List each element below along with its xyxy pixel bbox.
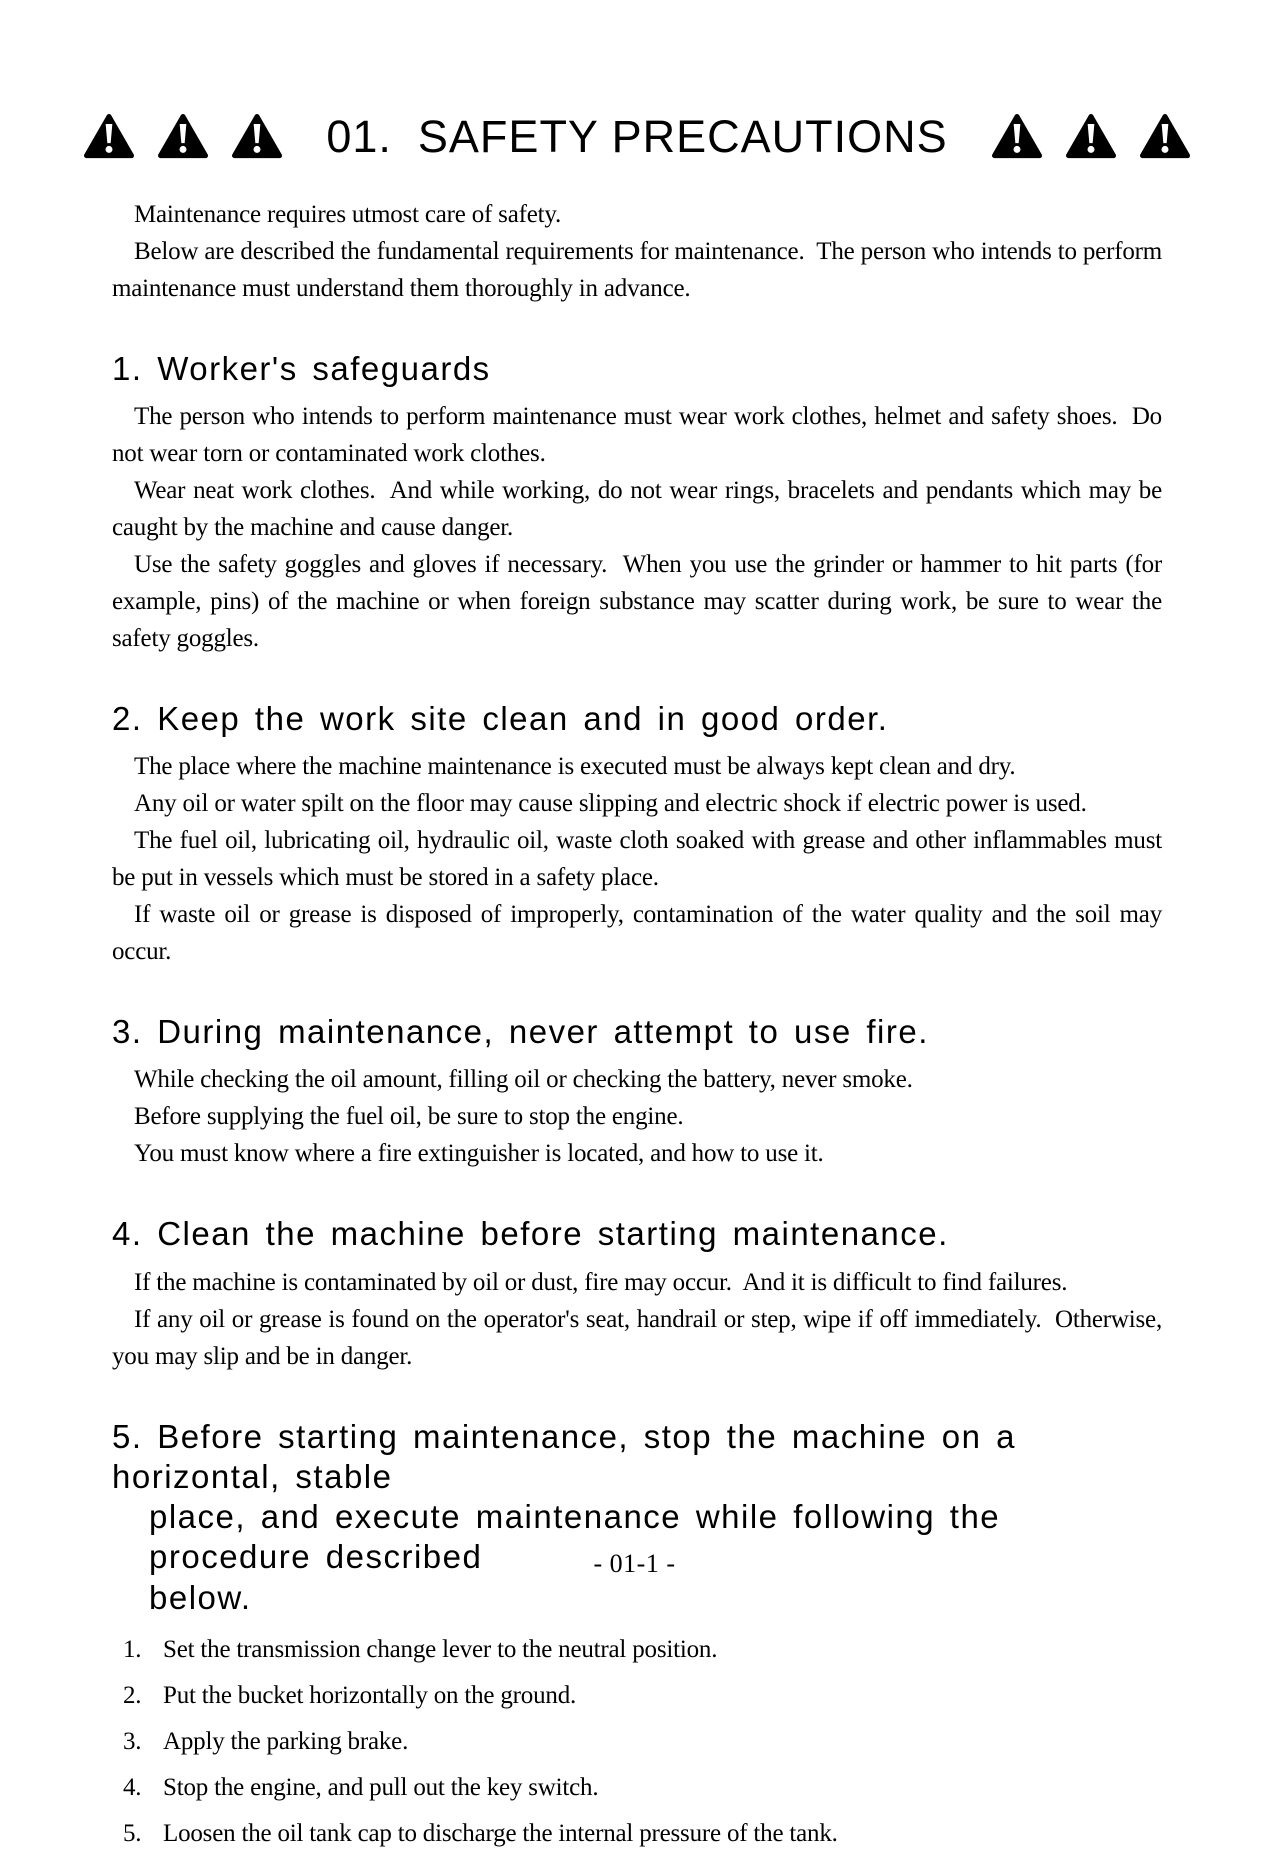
section-heading: 1. Worker's safeguards bbox=[112, 349, 491, 387]
page-title-number: 01. bbox=[326, 111, 392, 162]
procedure-step bbox=[112, 1811, 1162, 1857]
section-paragraph: If the machine is contaminated by oil or dust, fire may occur. And it is difficult to find failures. bbox=[134, 1268, 1068, 1296]
section-paragraph: Any oil or water spilt on the floor may cause slipping and electric shock if electric power is used. bbox=[134, 790, 1087, 817]
section-workers-safeguards bbox=[112, 349, 1169, 657]
section-heading: 4. Clean the machine before starting maintenance. bbox=[112, 1215, 949, 1253]
section-paragraph: Wear neat work clothes. And while working, do not wear rings, bracelets and pendants which may be caught by the machine and cause danger. bbox=[112, 476, 1169, 541]
section-paragraph: If any oil or grease is found on the operator's seat, handrail or step, wipe if off immediately. Otherwise, you may slip and be in danger. bbox=[112, 1305, 1169, 1370]
warning-triangle-icon bbox=[1140, 114, 1190, 159]
section-clean-machine bbox=[112, 1214, 1169, 1374]
step-text: Apply the parking brake. bbox=[163, 1727, 409, 1755]
procedure-step bbox=[112, 1673, 1162, 1719]
section-stop-machine-procedure bbox=[112, 1417, 1162, 1857]
procedure-step bbox=[112, 1765, 1162, 1811]
step-text: Set the transmission change lever to the neutral position. bbox=[163, 1635, 718, 1663]
section-heading: 3. During maintenance, never attempt to use fire. bbox=[112, 1013, 929, 1050]
warning-icon-group-left bbox=[84, 114, 282, 159]
intro-section bbox=[112, 196, 1169, 307]
step-text: Stop the engine, and pull out the key switch. bbox=[163, 1773, 599, 1801]
section-paragraph: The person who intends to perform maintenance must wear work clothes, helmet and safety shoes. Do not wear torn or contaminated work clothes. bbox=[112, 402, 1169, 467]
intro-paragraph: Maintenance requires utmost care of safety. bbox=[134, 200, 562, 228]
section-heading-line: 5. Before starting maintenance, stop the machine on a horizontal, stable bbox=[112, 1417, 1016, 1495]
step-number: 3. bbox=[123, 1727, 142, 1755]
page-header bbox=[112, 0, 1162, 162]
procedure-step bbox=[112, 1719, 1162, 1765]
section-paragraph: While checking the oil amount, filling oil or checking the battery, never smoke. bbox=[134, 1066, 913, 1094]
intro-paragraph: Below are described the fundamental requirements for maintenance. The person who intends to perform maintenance must understand them thoroughly in advance. bbox=[112, 237, 1169, 302]
section-paragraph: Before supplying the fuel oil, be sure to stop the engine. bbox=[134, 1103, 684, 1131]
page-number: - 01-1 - bbox=[593, 1549, 676, 1578]
procedure-step-list bbox=[112, 1627, 1162, 1857]
warning-triangle-icon bbox=[84, 114, 134, 159]
section-heading-line: place, and execute maintenance while following the procedure described bbox=[149, 1498, 1001, 1576]
page-title bbox=[326, 112, 947, 162]
procedure-step bbox=[112, 1627, 1162, 1673]
section-keep-worksite-clean bbox=[112, 699, 1169, 970]
warning-triangle-icon bbox=[1066, 114, 1116, 159]
section-paragraph: The fuel oil, lubricating oil, hydraulic oil, waste cloth soaked with grease and other inflammables must be put in vessels which must be stored in a safety place. bbox=[112, 827, 1169, 891]
warning-triangle-icon bbox=[992, 114, 1042, 159]
section-paragraph: If waste oil or grease is disposed of improperly, contamination of the water quality and the soil may occur. bbox=[112, 901, 1169, 965]
step-text: Put the bucket horizontally on the ground. bbox=[163, 1681, 577, 1709]
warning-triangle-icon bbox=[232, 114, 282, 159]
section-never-use-fire bbox=[112, 1012, 1162, 1172]
section-heading bbox=[112, 1417, 1162, 1618]
step-number: 1. bbox=[123, 1635, 142, 1663]
section-paragraph: The place where the machine maintenance is executed must be always kept clean and dry. bbox=[134, 753, 1016, 780]
page-title-text: SAFETY PRECAUTIONS bbox=[417, 111, 948, 162]
step-number: 2. bbox=[123, 1681, 142, 1709]
section-paragraph: You must know where a fire extinguisher is located, and how to use it. bbox=[134, 1140, 824, 1168]
page-footer bbox=[0, 1549, 1269, 1579]
step-text: Loosen the oil tank cap to discharge the internal pressure of the tank. bbox=[163, 1819, 838, 1847]
section-heading: 2. Keep the work site clean and in good order. bbox=[112, 699, 889, 737]
step-number: 5. bbox=[123, 1819, 142, 1847]
warning-triangle-icon bbox=[158, 114, 208, 159]
section-paragraph: Use the safety goggles and gloves if necessary. When you use the grinder or hammer to hit parts (for example, pins) of the machine or when foreign substance may scatter during work, be sure to wear the safety goggles. bbox=[112, 550, 1169, 652]
step-number: 4. bbox=[123, 1773, 142, 1801]
section-heading-line: below. bbox=[149, 1578, 252, 1616]
warning-icon-group-right bbox=[992, 114, 1190, 159]
